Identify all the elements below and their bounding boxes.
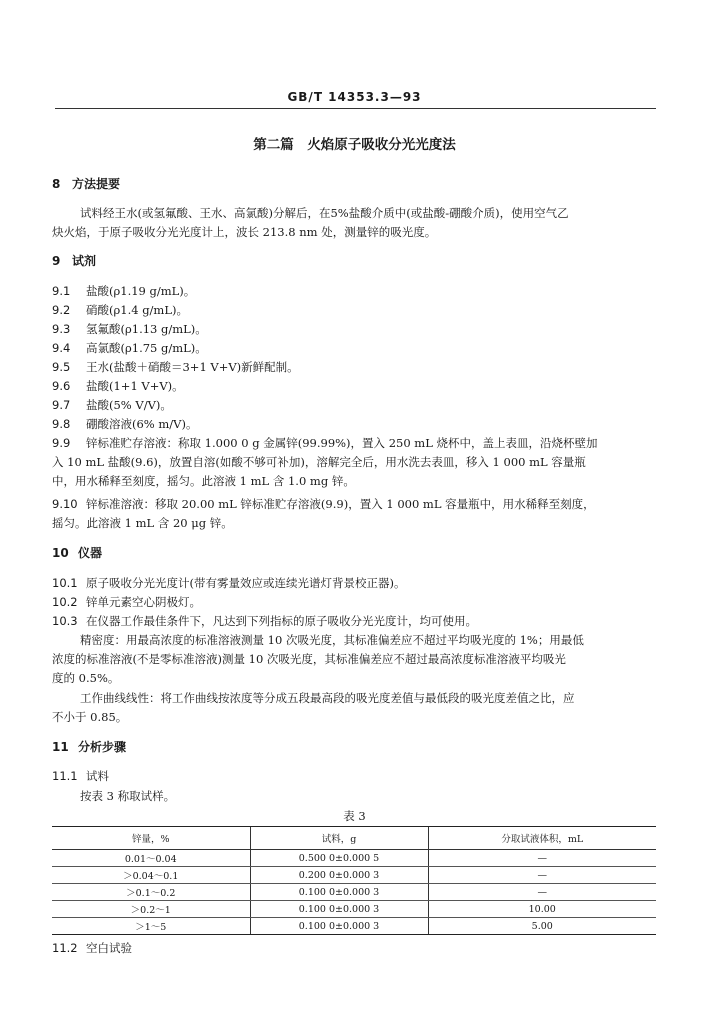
item-number: 9.1 (52, 284, 71, 298)
section-number: 11 (52, 740, 69, 754)
cell: ＞0.04～0.1 (52, 867, 250, 884)
section-number: 8 (52, 177, 61, 191)
cell: — (428, 867, 656, 884)
section-8-heading (52, 176, 120, 192)
item-9-5 (52, 359, 299, 375)
section-10-heading (52, 545, 102, 561)
cell: ＞1～5 (52, 918, 250, 935)
item-9-9-line-3: 中，用水稀释至刻度，摇匀。此溶液 1 mL 含 1.0 mg 锌。 (52, 474, 355, 488)
item-number: 9.6 (52, 379, 71, 393)
item-9-10-line-2: 摇匀。此溶液 1 mL 含 20 μg 锌。 (52, 516, 233, 530)
item-text: 盐酸(5% V/V)。 (86, 398, 172, 412)
item-number: 9.8 (52, 417, 71, 431)
item-text: 硝酸(ρ1.4 g/mL)。 (86, 303, 188, 317)
item-9-10 (52, 496, 595, 512)
item-text: 硼酸溶液(6% m/V)。 (86, 417, 198, 431)
item-number: 9.2 (52, 303, 71, 317)
item-text: 氢氟酸(ρ1.13 g/mL)。 (86, 322, 207, 336)
item-number: 9.5 (52, 360, 71, 374)
section-title: 仪器 (78, 546, 103, 560)
item-number: 9.4 (52, 341, 71, 355)
section-title: 分析步骤 (78, 740, 127, 754)
s8-para-line-2: 炔火焰，于原子吸收分光光度计上，波长 213.8 nm 处，测量锌的吸光度。 (52, 225, 437, 239)
item-9-1 (52, 283, 195, 299)
item-9-9 (52, 435, 598, 451)
item-10-3 (52, 613, 477, 629)
cell: ＞0.2～1 (52, 901, 250, 918)
cell: 10.00 (428, 901, 656, 918)
item-9-3 (52, 321, 207, 337)
cell: 0.100 0±0.000 3 (250, 918, 428, 935)
col-header-sample: 试料，g (250, 827, 428, 850)
precision-line-2: 浓度的标准溶液(不是零标准溶液)测量 10 次吸光度，其标准偏差应不超过最高浓度标准溶液平均吸光 (52, 652, 566, 666)
cell: — (428, 850, 656, 867)
item-text: 原子吸收分光光度计(带有雾量效应或连续光谱灯背景校正器)。 (86, 576, 406, 590)
s8-para-line-1: 试料经王水(或氢氟酸、王水、高氯酸)分解后，在5%盐酸介质中(或盐酸-硼酸介质)，使用空气乙 (80, 206, 569, 220)
item-9-4 (52, 340, 207, 356)
item-11-1-text: 按表 3 称取试样。 (80, 789, 176, 803)
item-text: 王水(盐酸＋硝酸＝3+1 V+V)新鲜配制。 (86, 360, 299, 374)
section-number: 10 (52, 546, 69, 560)
cell: 0.200 0±0.000 3 (250, 867, 428, 884)
header-rule (55, 108, 656, 109)
section-title: 方法提要 (72, 177, 121, 191)
item-9-7 (52, 397, 172, 413)
table-row (52, 867, 656, 884)
item-text: 锌标准贮存溶液：称取 1.000 0 g 金属锌(99.99%)，置入 250 mL 烧杯中，盖上表皿，沿烧杯壁加 (86, 436, 598, 450)
table-row (52, 850, 656, 867)
item-text: 在仪器工作最佳条件下，凡达到下列指标的原子吸收分光光度计，均可使用。 (86, 614, 477, 628)
item-10-2 (52, 594, 201, 610)
item-number: 9.7 (52, 398, 71, 412)
table-row (52, 884, 656, 901)
item-number: 11.1 (52, 769, 78, 783)
item-text: 盐酸(ρ1.19 g/mL)。 (86, 284, 196, 298)
cell: — (428, 884, 656, 901)
cell: 0.01～0.04 (52, 850, 250, 867)
table-row (52, 901, 656, 918)
item-number: 11.2 (52, 941, 78, 955)
item-text: 锌单元素空心阴极灯。 (86, 595, 201, 609)
precision-line-3: 度的 0.5%。 (52, 671, 120, 685)
table-header-row (52, 827, 656, 850)
col-header-zinc: 锌量，% (52, 827, 250, 850)
item-9-2 (52, 302, 188, 318)
item-9-9-line-2: 入 10 mL 盐酸(9.6)，放置自溶(如酸不够可补加)，溶解完全后，用水洗去表皿，移入 1 000 mL 容量瓶 (52, 455, 586, 469)
item-9-6 (52, 378, 184, 394)
section-number: 9 (52, 254, 61, 268)
item-10-1 (52, 575, 405, 591)
item-number: 10.1 (52, 576, 78, 590)
item-text: 空白试验 (86, 941, 132, 955)
standard-header: GB/T 14353.3—93 (287, 90, 422, 104)
item-text: 锌标准溶液：移取 20.00 mL 锌标准贮存溶液(9.9)，置入 1 000 mL 容量瓶中，用水稀释至刻度， (86, 497, 595, 511)
item-number: 10.3 (52, 614, 78, 628)
cell: 0.100 0±0.000 3 (250, 901, 428, 918)
item-number: 9.10 (52, 497, 78, 511)
item-number: 9.3 (52, 322, 71, 336)
linearity-line-1: 工作曲线线性：将工作曲线按浓度等分成五段最高段的吸光度差值与最低段的吸光度差值之比，应 (80, 691, 575, 705)
item-text: 盐酸(1+1 V+V)。 (86, 379, 184, 393)
item-11-2 (52, 940, 132, 956)
item-9-8 (52, 416, 197, 432)
section-9-heading (52, 253, 96, 269)
section-11-heading (52, 739, 126, 755)
cell: 5.00 (428, 918, 656, 935)
col-header-aliquot: 分取试液体积，mL (428, 827, 656, 850)
item-11-1 (52, 768, 109, 784)
table-3-caption: 表 3 (343, 809, 366, 823)
item-number: 10.2 (52, 595, 78, 609)
table-3 (52, 826, 656, 935)
item-text: 试料 (86, 769, 109, 783)
cell: ＞0.1～0.2 (52, 884, 250, 901)
item-text: 高氯酸(ρ1.75 g/mL)。 (86, 341, 207, 355)
linearity-line-2: 不小于 0.85。 (52, 710, 128, 724)
cell: 0.100 0±0.000 3 (250, 884, 428, 901)
part-title: 第二篇 火焰原子吸收分光光度法 (253, 137, 456, 153)
section-title: 试剂 (72, 254, 97, 268)
item-number: 9.9 (52, 436, 71, 450)
table-row (52, 918, 656, 935)
cell: 0.500 0±0.000 5 (250, 850, 428, 867)
precision-line-1: 精密度：用最高浓度的标准溶液测量 10 次吸光度，其标准偏差应不超过平均吸光度的 1%；用最低 (80, 633, 584, 647)
